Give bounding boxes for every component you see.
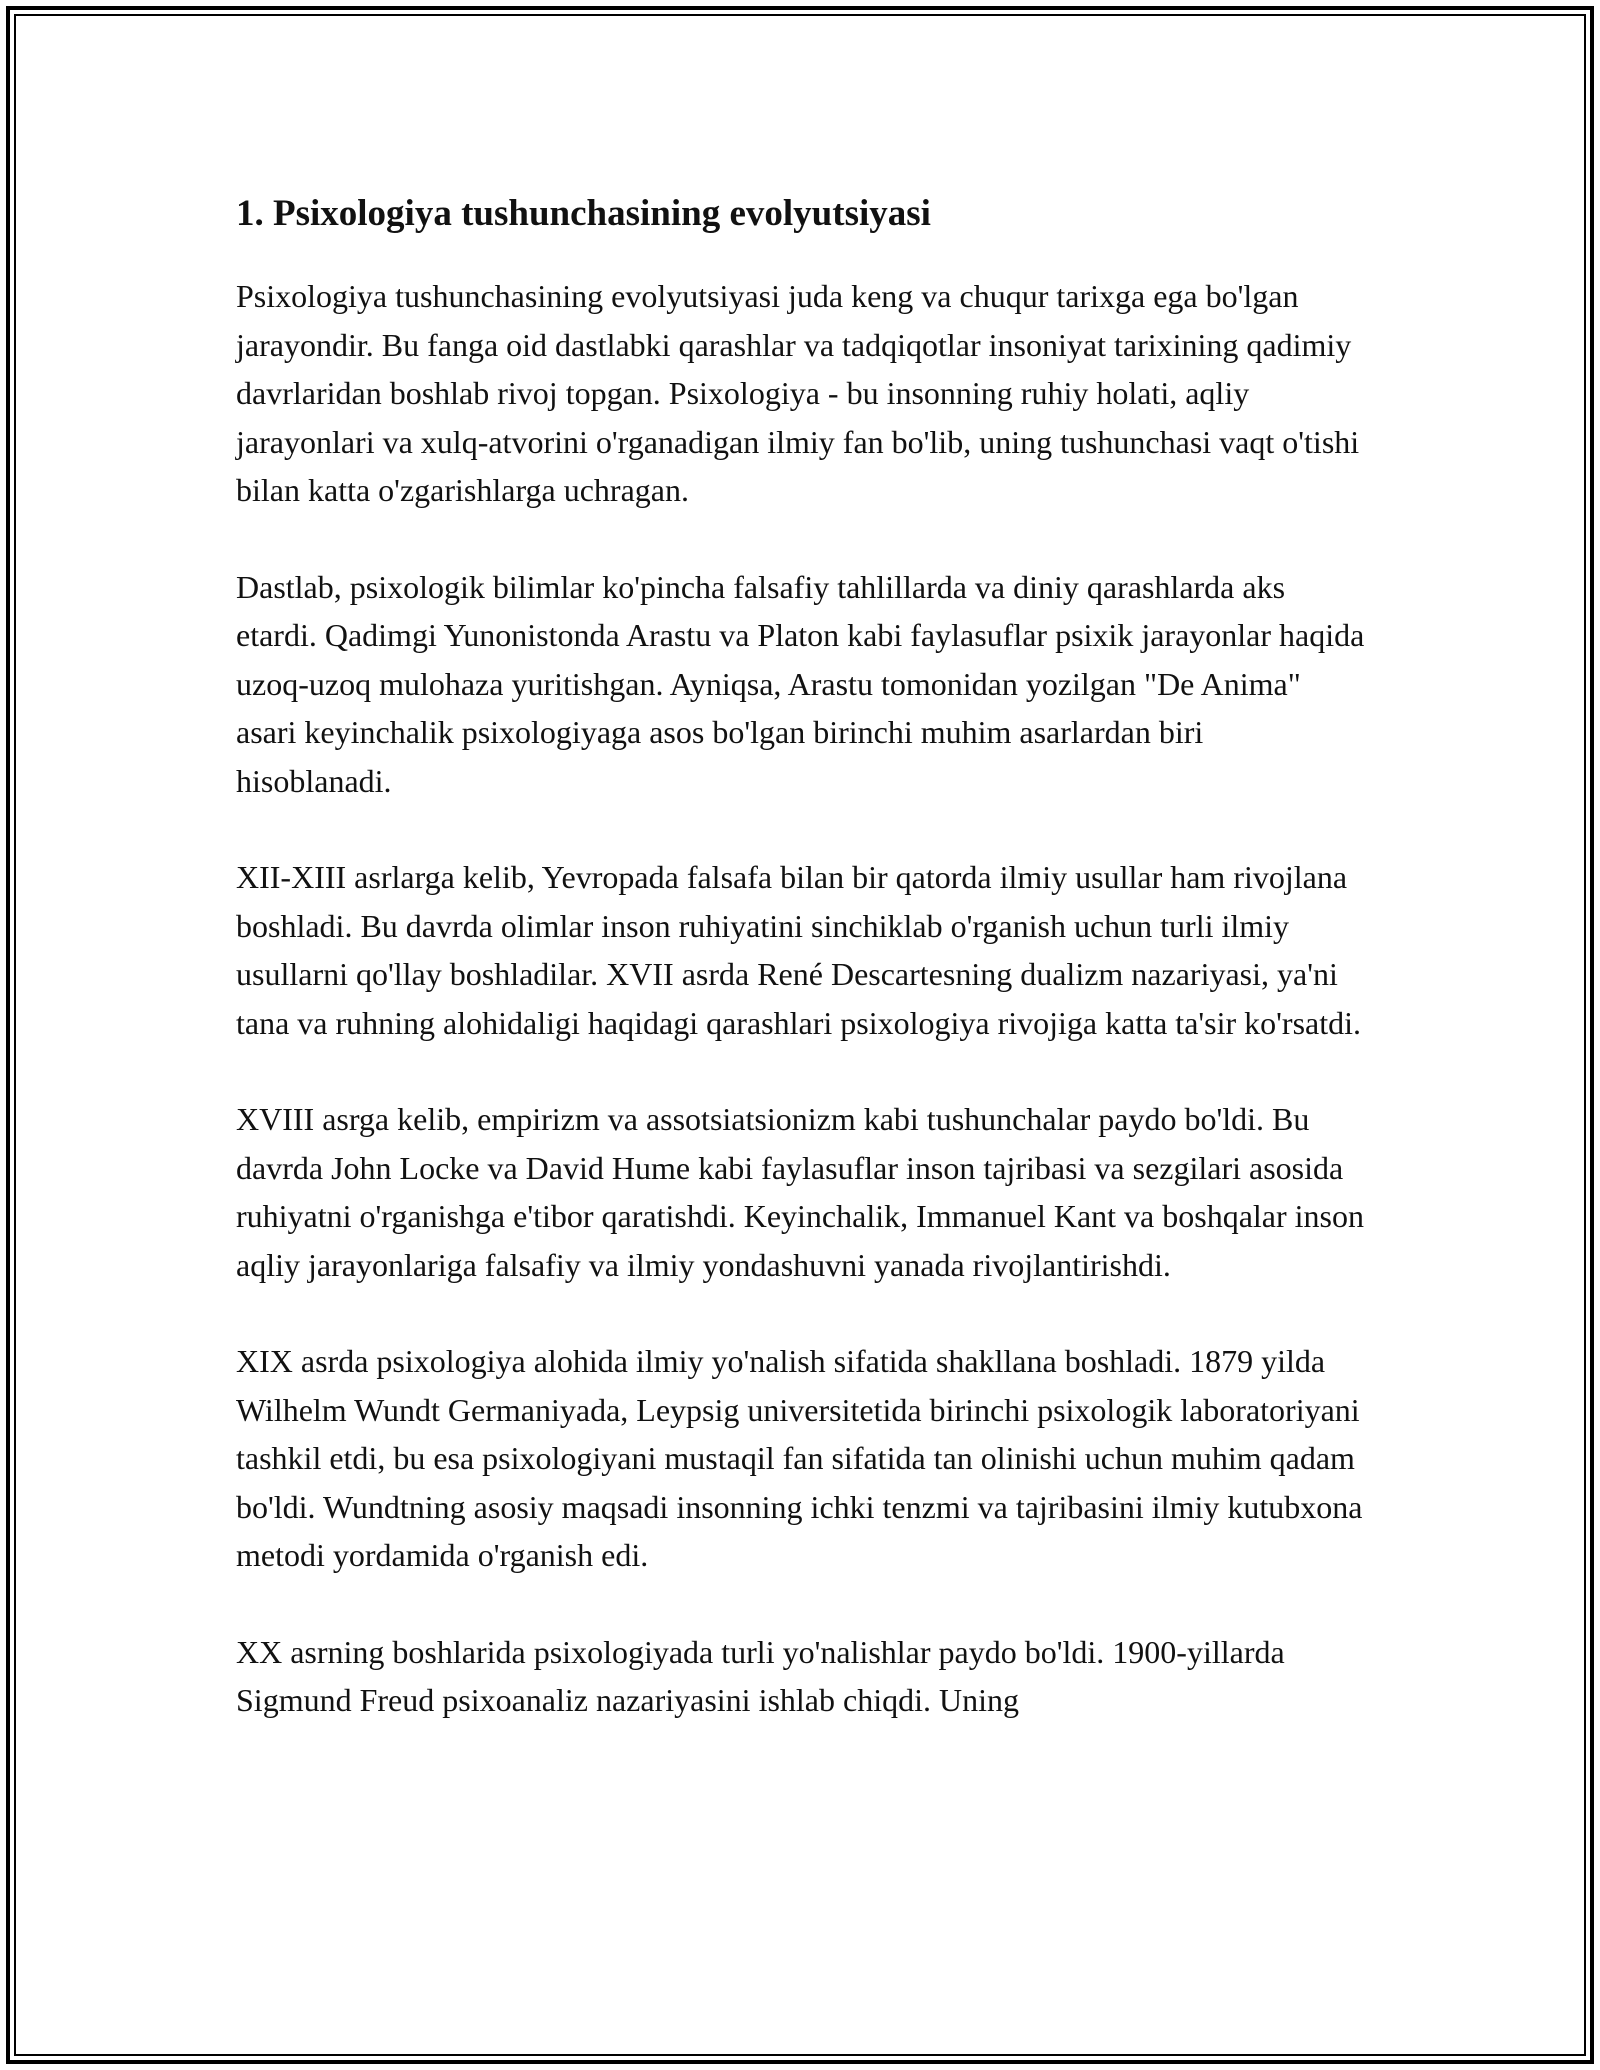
paragraph-1: Psixologiya tushunchasining evolyutsiyasi juda keng va chuqur tarixga ega bo'lgan jarayondir. Bu fanga oid dastlabki qarashlar va tadqiqotlar insoniyat tarixining qadimiy davrlaridan boshlab rivoj topgan. Psixologiya - bu insonning ruhiy holati, aqliy jarayonlari va xulq-atvorini o'rganadigan ilmiy fan bo'lib, uning tushunchasi vaqt o'tishi bilan katta o'zgarishlarga uchragan. [236, 278, 1360, 508]
paragraph-5: XIX asrda psixologiya alohida ilmiy yo'nalish sifatida shakllana boshladi. 1879 yilda Wilhelm Wundt Germaniyada, Leypsig universitetida birinchi psixologik laboratoriyani tashkil etdi, bu esa psixologiyani mustaqil fan sifatida tan olinishi uchun muhim qadam bo'ldi. Wundtning asosiy maqsadi insonning ichki tenzmi va tajribasini ilmiy kutubxona metodi yordamida o'rganish edi. [236, 1343, 1363, 1573]
document-body [236, 186, 1366, 1773]
paragraph-2: Dastlab, psixologik bilimlar ko'pincha falsafiy tahlillarda va diniy qarashlarda aks etardi. Qadimgi Yunonistonda Arastu va Platon kabi faylasuflar psixik jarayonlar haqida uzoq-uzoq mulohaza yuritishgan. Ayniqsa, Arastu tomonidan yozilgan "De Anima" asari keyinchalik psixologiyaga asos bo'lgan birinchi muhim asarlardan biri hisoblanadi. [236, 568, 1365, 799]
paragraph-4: XVIII asrga kelib, empirizm va assotsiatsionizm kabi tushunchalar paydo bo'ldi. Bu davrda John Locke va David Hume kabi faylasuflar inson tajribasi va sezgilari asosida ruhiyatni o'rganishga e'tibor qaratishdi. Keyinchalik, Immanuel Kant va boshqalar inson aqliy jarayonlariga falsafiy va ilmiy yondashuvni yanada rivojlantirishdi. [236, 1101, 1364, 1283]
section-heading: 1. Psixologiya tushunchasining evolyutsiyasi [236, 193, 931, 234]
paragraph-3: XII-XIII asrlarga kelib, Yevropada falsafa bilan bir qatorda ilmiy usullar ham rivojlana boshladi. Bu davrda olimlar inson ruhiyatini sinchiklab o'rganish uchun turli ilmiy usullarni qo'llay boshladilar. XVII asrda René Descartesning dualizm nazariyasi, ya'ni tana va ruhning alohidaligi haqidagi qarashlari psixologiya rivojiga katta ta'sir ko'rsatdi. [236, 859, 1362, 1041]
paragraph-6: XX asrning boshlarida psixologiyada turli yo'nalishlar paydo bo'ldi. 1900-yillarda Sigmund Freud psixoanaliz nazariyasini ishlab chiqdi. Uning [236, 1633, 1285, 1718]
